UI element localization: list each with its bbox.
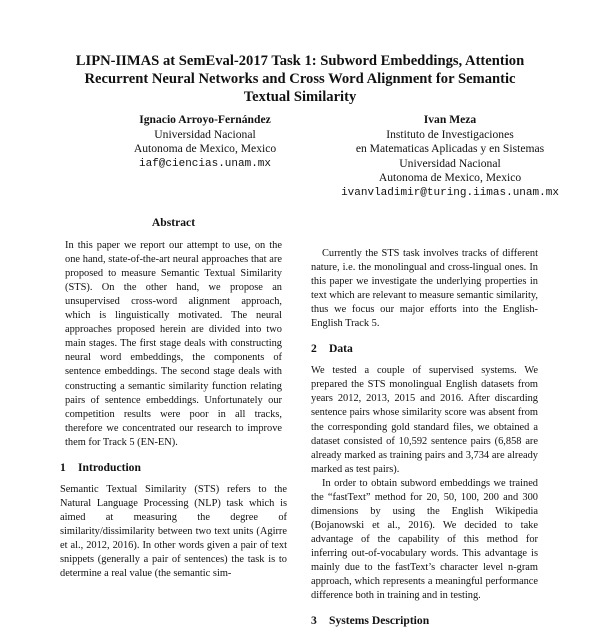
right-column — [311, 247, 538, 636]
section-heading-data — [311, 342, 538, 356]
paragraph: In order to obtain subword embeddings we trained the “fastText” method for 20, 50, 100, 200 and 300 dimensions by using the English Wikipedia (Bojanowski et al., 2016). We decided to take advantage of the capability of this method for inferring out-of-vocabulary words. This advantage is mainly due to the fastText’s character level n-gram approach, which represents a meaningful performance difference both in training and in testing. — [311, 477, 538, 602]
author-email: iaf@ciencias.unam.mx — [138, 157, 272, 170]
section-heading-systems-description — [311, 614, 538, 628]
section-title: Introduction — [78, 460, 141, 474]
paragraph: Currently the STS task involves tracks of different nature, i.e. the monolingual and cross-lingual ones. In this paper we investigate the underlying properties in text which are relevant to measure semantic similarity, thus we focus our major efforts into the English-English Track 5. — [311, 248, 538, 330]
section-title: Data — [329, 342, 353, 356]
paper-title — [30, 52, 570, 106]
author-block — [270, 113, 600, 201]
author-affiliation: Autonoma de Mexico, Mexico — [133, 142, 277, 156]
section-title: Systems Description — [329, 614, 430, 628]
title-line: Textual Similarity — [243, 89, 357, 105]
author-affiliation: en Matematicas Aplicadas y en Sistemas — [355, 142, 545, 156]
title-line: LIPN-IIMAS at SemEval-2017 Task 1: Subword Embeddings, Attention — [75, 53, 525, 69]
section-number: 2 — [311, 342, 317, 356]
paragraph: We tested a couple of supervised systems. We prepared the STS monolingual English datasets from years 2012, 2013, 2015 and 2016. After discarding sentence pairs whose similarity score was absent from the corresponding gold standard files, we obtained a dataset consisted of 10,592 sentence pairs (6,858 are already marked as training pairs and 3,734 are already marked as test pairs). — [311, 365, 538, 475]
left-column — [60, 216, 287, 581]
abstract-text: In this paper we report our attempt to use, on the one hand, state-of-the-art neural approaches that are proposed to measure Semantic Textual Similarity (STS). On the other hand, we propose an unsupervised cross-word alignment approach, which is linguistically motivated. The neural approaches proposed herein are divided into two main stages. The first stage deals with constructing neural word embeddings, the components of sentence embeddings. The second stage deals with constructing a semantic similarity function relating pairs of sentence embeddings. Unfortunately our competition results were poor in all tracks, therefore we concentrated our research to improve them for Track 5 (EN-EN). — [65, 240, 282, 448]
author-affiliation: Autonoma de Mexico, Mexico — [378, 171, 522, 185]
abstract-heading: Abstract — [151, 216, 196, 229]
author-name: Ignacio Arroyo-Fernández — [139, 113, 271, 126]
title-line: Recurrent Neural Networks and Cross Word Alignment for Semantic — [84, 71, 516, 87]
author-name: Ivan Meza — [423, 113, 477, 126]
section-heading-introduction — [60, 461, 287, 475]
section-number: 3 — [311, 614, 317, 628]
section-number: 1 — [60, 460, 66, 474]
paragraph: Semantic Textual Similarity (STS) refers to the Natural Language Processing (NLP) task which is aimed at measuring the degree of similarity/dissimilarity between two text units (Agirre et al., 2012, 2016). In other words given a pair of text snippets (generally a pair of sentences) the task is to determine a real value (the semantic sim- — [60, 483, 287, 580]
author-affiliation: Instituto de Investigaciones — [386, 127, 514, 141]
author-affiliation: Universidad Nacional — [154, 127, 256, 141]
author-affiliation: Universidad Nacional — [399, 156, 501, 170]
author-email: ivanvladimir@turing.iimas.unam.mx — [341, 186, 559, 199]
